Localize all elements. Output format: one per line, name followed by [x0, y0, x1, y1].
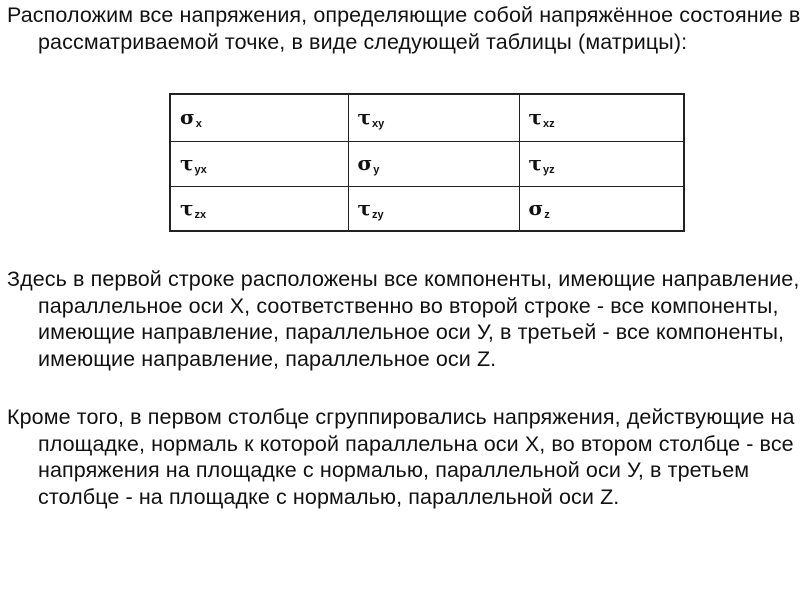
cell-subscript: yx [194, 164, 207, 176]
matrix-cell-tau-xz [519, 94, 684, 141]
cell-symbol: τ [357, 195, 371, 220]
matrix-cell-tau-yx [170, 141, 348, 186]
cell-subscript: zy [371, 208, 384, 221]
cell-symbol: σ [528, 195, 544, 220]
cell-symbol: τ [528, 105, 542, 130]
cell-symbol: τ [180, 151, 194, 175]
matrix-cell-sigma-y [348, 141, 519, 186]
matrix-cell-tau-zy [348, 186, 519, 231]
intro-paragraph: Расположим все напряжения, определяющие собой напряжённое состояние в рассматриваемой точке, в виде следующей таблицы (матрицы): [7, 3, 800, 54]
cell-subscript: z [544, 208, 550, 221]
stress-matrix-table [169, 93, 685, 232]
matrix-cell-sigma-x [170, 94, 348, 141]
cell-symbol: τ [357, 105, 371, 130]
cell-symbol: σ [357, 151, 373, 175]
matrix-cell-sigma-z [519, 186, 684, 231]
matrix-row-z [170, 186, 684, 231]
rows-explanation-paragraph: Здесь в первой строке расположены все компоненты, имеющие направление, параллельное оси Х, соответственно во второй строке - все компоненты, имеющие направление, параллельное оси У, в третьей - все компоненты, имеющие направление, параллельное оси Z. [7, 267, 800, 371]
cell-subscript: x [195, 118, 202, 131]
cell-subscript: zx [194, 208, 207, 221]
columns-explanation-paragraph: Кроме того, в первом столбце сгруппировались напряжения, действующие на площадке, нормаль к которой параллельна оси Х, во втором столбце - все напряжения на площадке с нормалью, параллельной оси У, в третьем столбце - на площадке с нормалью, параллельной оси Z. [7, 405, 795, 509]
cell-symbol: τ [180, 195, 194, 220]
matrix-cell-tau-zx [170, 186, 348, 231]
cell-symbol: τ [528, 151, 542, 175]
cell-symbol: σ [180, 105, 195, 130]
matrix-cell-tau-yz [519, 141, 684, 186]
matrix-row-y [170, 141, 684, 186]
cell-subscript: yz [542, 164, 555, 176]
matrix-cell-tau-xy [348, 94, 519, 141]
cell-subscript: xy [371, 118, 385, 131]
cell-subscript: xz [542, 118, 555, 131]
cell-subscript: y [373, 164, 380, 176]
matrix-row-x [170, 94, 684, 141]
